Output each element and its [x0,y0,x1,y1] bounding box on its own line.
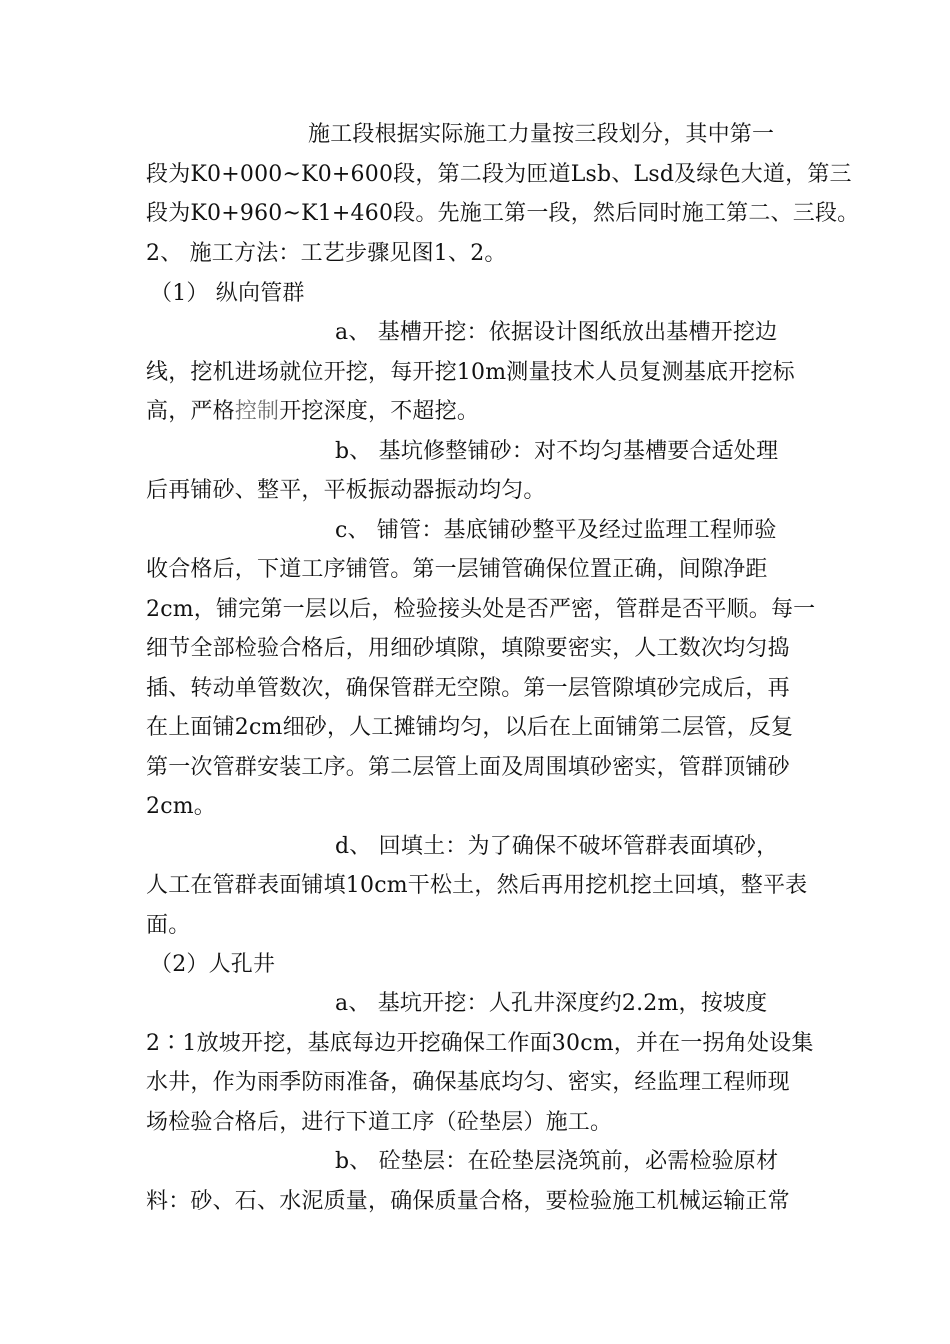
item-b-line: b、 砼垫层：在砼垫层浇筑前，必需检验原材 [335,1149,779,1174]
text-line: 第一次管群安装工序。第二层管上面及周围填砂密实，管群顶铺砂 [146,755,790,780]
subsection-heading: （1） 纵向管群 [150,281,305,306]
text-fragment: 高，严格 [146,399,235,424]
text-line: 人工在管群表面铺填10cm干松土，然后再用挖机挖土回填，整平表 [146,873,808,898]
item-a-line: a、 基坑开挖：人孔井深度约2.2m，按坡度 [335,991,768,1016]
text-line: 细节全部检验合格后，用细砂填隙，填隙要密实，人工数次均匀捣 [146,636,790,661]
section-heading: 2、 施工方法：工艺步骤见图1、2。 [146,241,507,266]
text-line: 场检验合格后，进行下道工序（砼垫层）施工。 [146,1110,613,1135]
text-line [146,397,479,427]
text-line: 施工段根据实际施工力量按三段划分，其中第一 [308,122,775,147]
text-line: 插、转动单管数次，确保管群无空隙。第一层管隙填砂完成后，再 [146,676,790,701]
highlighted-text: 控制 [234,399,280,424]
item-b-line: b、 基坑修整铺砂：对不均匀基槽要合适处理 [335,439,779,464]
text-line: 2cm。 [146,794,216,819]
text-line: 在上面铺2cm细砂，人工摊铺均匀，以后在上面铺第二层管，反复 [146,715,794,740]
text-line: 后再铺砂、整平，平板振动器振动均匀。 [146,478,546,503]
item-d-line: d、 回填土：为了确保不破坏管群表面填砂， [335,834,779,859]
text-line: 水井，作为雨季防雨准备，确保基底均匀、密实，经监理工程师现 [146,1070,790,1095]
text-line: 面。 [146,913,191,938]
item-c-line: c、 铺管：基底铺砂整平及经过监理工程师验 [335,518,777,543]
item-a-line: a、 基槽开挖：依据设计图纸放出基槽开挖边 [335,320,778,345]
text-line: 2∶1放坡开挖，基底每边开挖确保工作面30cm，并在一拐角处设集 [146,1031,814,1056]
text-line: 收合格后，下道工序铺管。第一层铺管确保位置正确，间隙净距 [146,557,768,582]
text-line: 段为K0+000~K0+600段，第二段为匝道Lsb、Lsd及绿色大道，第三 [146,162,852,187]
text-line: 段为K0+960~K1+460段。先施工第一段，然后同时施工第二、三段。 [146,201,860,226]
text-line: 2cm，铺完第一层以后，检验接头处是否严密，管群是否平顺。每一 [146,597,816,622]
subsection-heading: （2）人孔井 [150,952,276,977]
text-line: 线，挖机进场就位开挖，每开挖10m测量技术人员复测基底开挖标 [146,360,795,385]
text-fragment: 开挖深度，不超挖。 [279,399,480,424]
text-line: 料：砂、石、水泥质量，确保质量合格，要检验施工机械运输正常 [146,1189,790,1214]
